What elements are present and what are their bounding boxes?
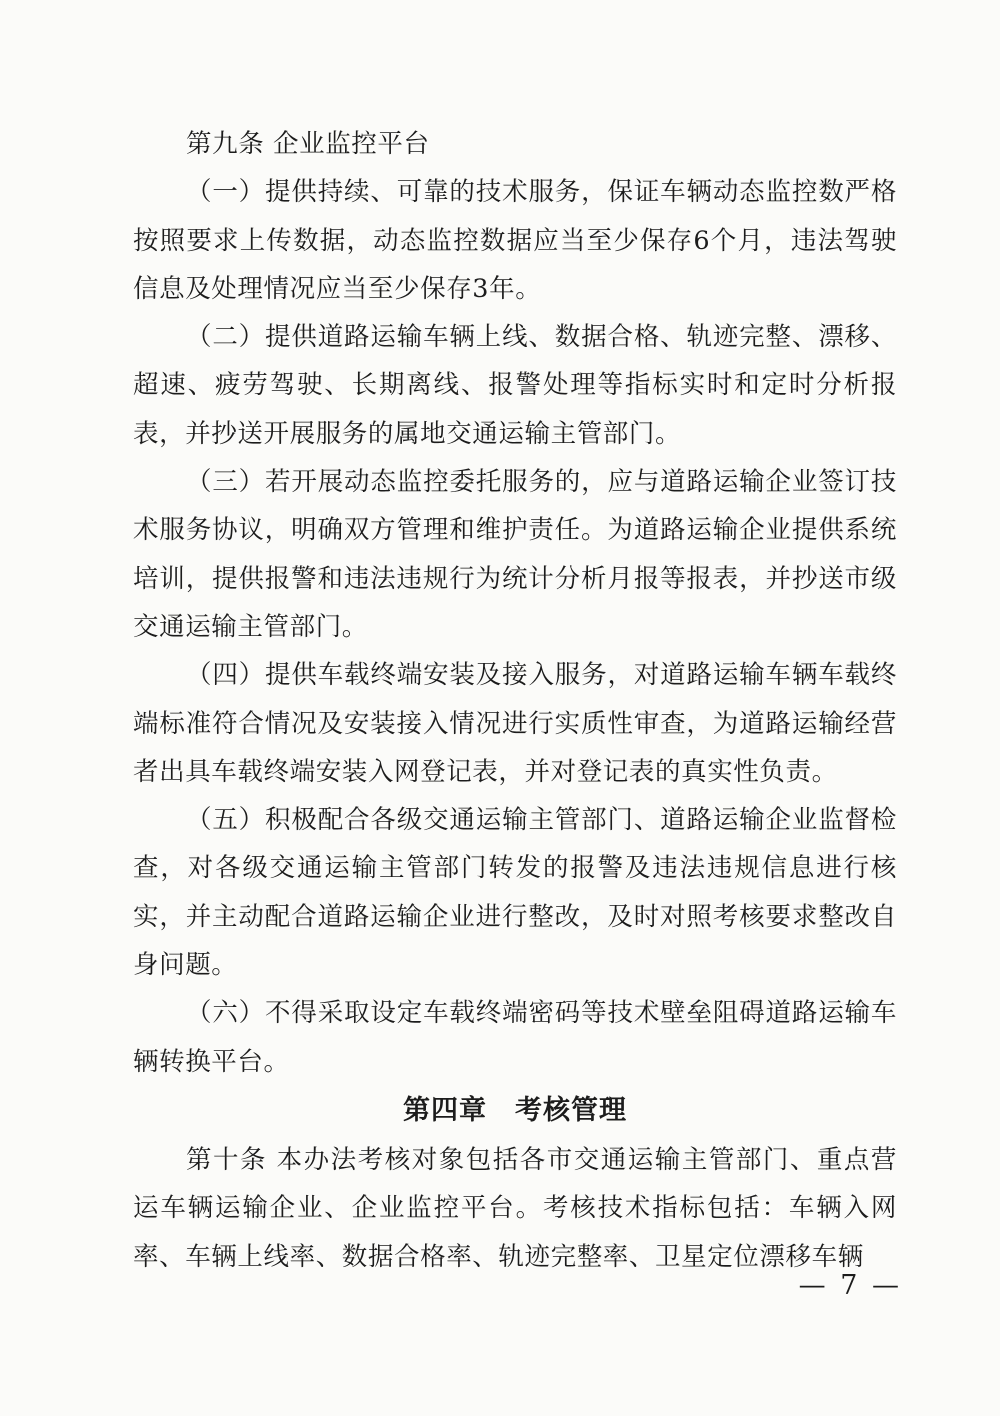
- paragraph-item-1: （一）提供持续、可靠的技术服务，保证车辆动态监控数严格按照要求上传数据，动态监控数据应当至少保存6个月，违法驾驶信息及处理情况应当至少保存3年。: [133, 177, 897, 304]
- article-10-paragraph: 第十条 本办法考核对象包括各市交通运输主管部门、重点营运车辆运输企业、企业监控平台。考核技术指标包括：车辆入网率、车辆上线率、数据合格率、轨迹完整率、卫星定位漂移车辆: [133, 1144, 897, 1272]
- document-body: [133, 120, 897, 1281]
- paragraph-item-5: （五）积极配合各级交通运输主管部门、道路运输企业监督检查，对各级交通运输主管部门转发的报警及违法违规信息进行核实，并主动配合道路运输企业进行整改，及时对照考核要求整改自身问题。: [133, 805, 897, 981]
- page-number: — 7 —: [798, 1270, 902, 1301]
- paragraph-item-4: （四）提供车载终端安装及接入服务，对道路运输车辆车载终端标准符合情况及安装接入情况进行实质性审查，为道路运输经营者出具车载终端安装入网登记表，并对登记表的真实性负责。: [133, 660, 897, 787]
- paragraph-item-3: （三）若开展动态监控委托服务的，应与道路运输企业签订技术服务协议，明确双方管理和维护责任。为道路运输企业提供系统培训，提供报警和违法违规行为统计分析月报等报表，并抄送市级交通运输主管部门。: [133, 467, 897, 642]
- paragraph-item-6: （六）不得采取设定车载终端密码等技术壁垒阻碍道路运输车辆转换平台。: [133, 998, 897, 1077]
- article-9-heading: 第九条 企业监控平台: [186, 129, 430, 159]
- paragraph-item-2: （二）提供道路运输车辆上线、数据合格、轨迹完整、漂移、超速、疲劳驾驶、长期离线、报警处理等指标实时和定时分析报表，并抄送开展服务的属地交通运输主管部门。: [133, 322, 897, 449]
- chapter-heading: 第四章 考核管理: [403, 1094, 627, 1126]
